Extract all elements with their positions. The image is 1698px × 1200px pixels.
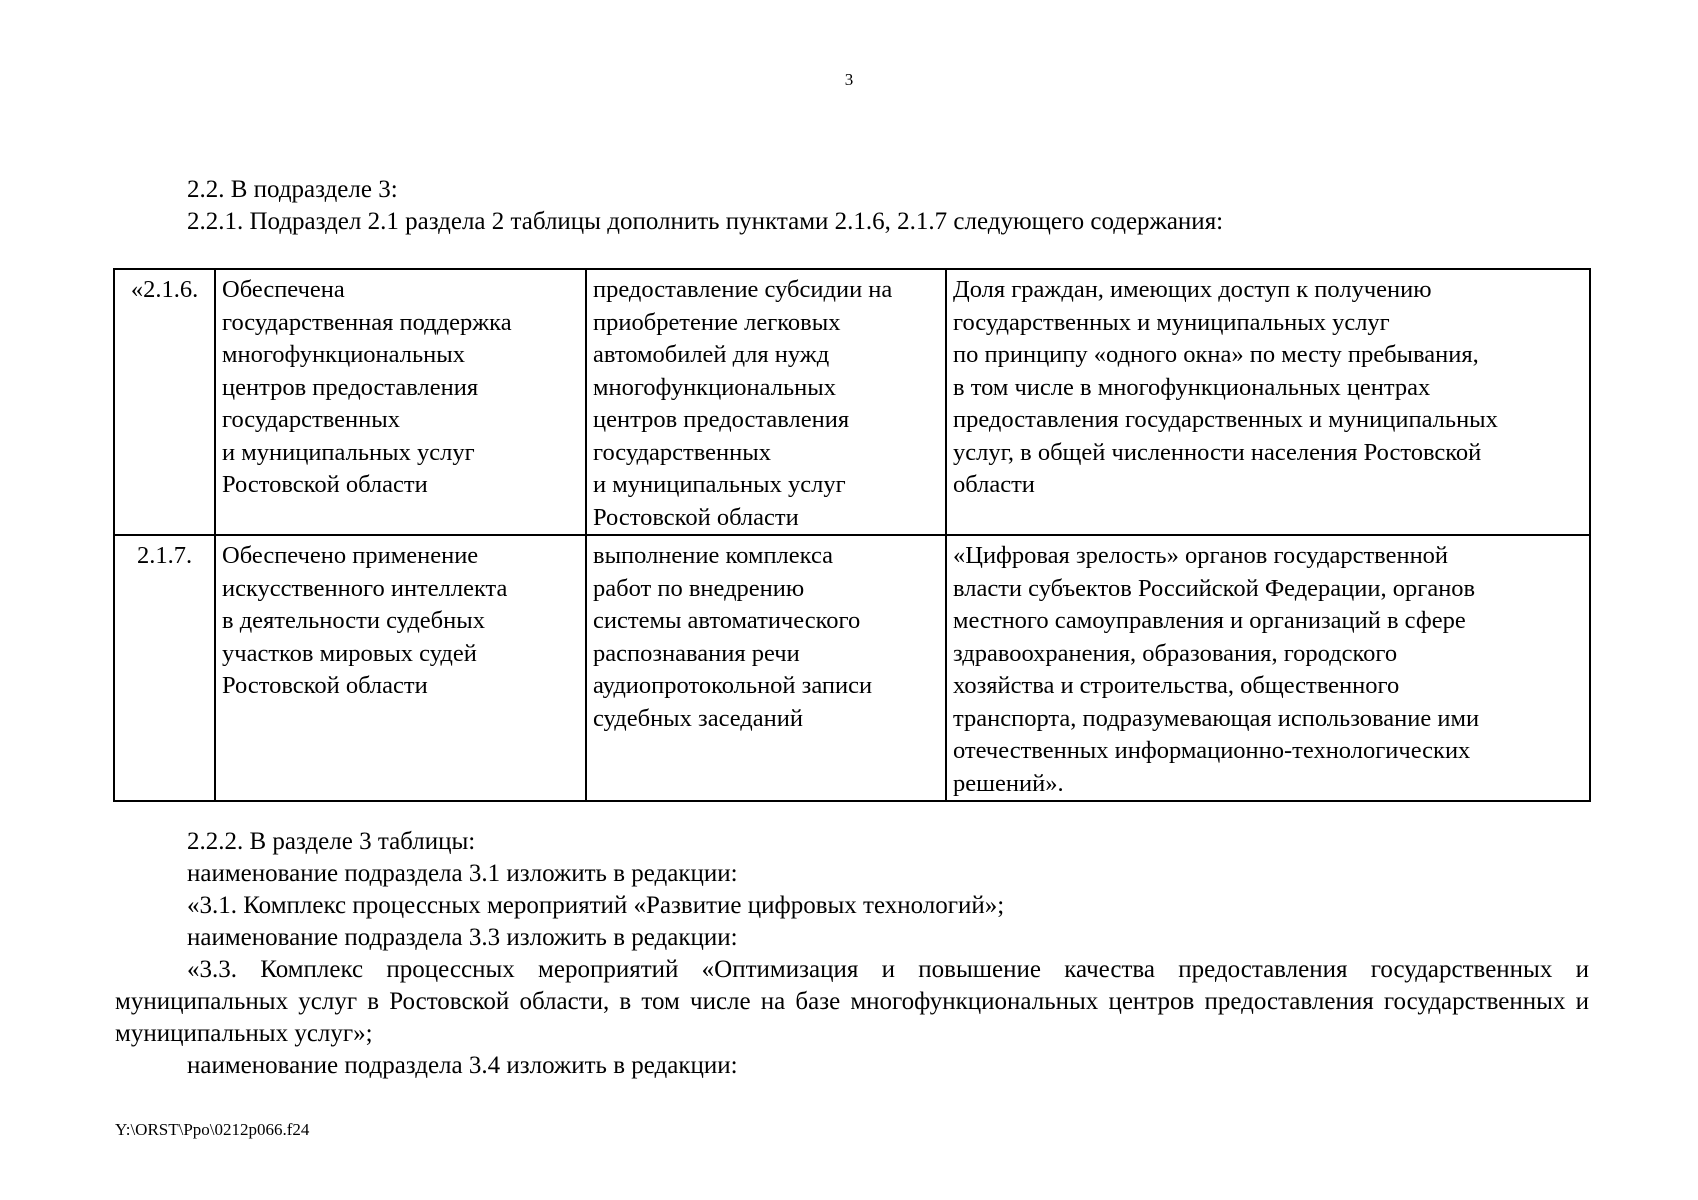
paragraph-subsection-3-1-title: «3.1. Комплекс процессных мероприятий «Развитие цифровых технологий»; [187, 892, 1005, 919]
paragraph-subsection-3-1-intro: наименование подраздела 3.1 изложить в редакции: [187, 860, 738, 887]
paragraph-subsection-3-3-title: «3.3. Комплекс процессных мероприятий «Оптимизация и повышение качества предоставления государственных и муниципальных услуг в Ростовской области, в том числе на базе многофункциональных центров предоставления государственных и муниципальных услуг»; [115, 956, 1589, 1047]
indicator-cell: Доля граждан, имеющих доступ к получению государственных и муниципальных услуг по принципу «одного окна» по месту пребывания, в том числе в многофункциональных центрах предоставления государственных и муниципальных услуг, в общей численности населения Ростовской области [946, 269, 1590, 535]
description-cell: выполнение комплекса работ по внедрению системы автоматического распознавания речи аудиопротокольной записи судебных заседаний [586, 535, 946, 801]
paragraph-2-2: 2.2. В подразделе 3: [187, 176, 398, 203]
table-row [114, 535, 1590, 801]
description-cell: предоставление субсидии на приобретение легковых автомобилей для нужд многофункциональных центров предоставления государственных и муниципальных услуг Ростовской области [586, 269, 946, 535]
amendment-table [113, 268, 1591, 802]
item-number: «2.1.6. [114, 269, 215, 535]
paragraph-subsection-3-3-intro: наименование подраздела 3.3 изложить в редакции: [187, 924, 738, 951]
paragraph-2-2-1: 2.2.1. Подраздел 2.1 раздела 2 таблицы дополнить пунктами 2.1.6, 2.1.7 следующего содержания: [187, 208, 1224, 235]
paragraph-2-2-2: 2.2.2. В разделе 3 таблицы: [187, 828, 476, 855]
task-cell: Обеспечена государственная поддержка многофункциональных центров предоставления государственных и муниципальных услуг Ростовской области [215, 269, 586, 535]
table-row [114, 269, 1590, 535]
indicator-cell: «Цифровая зрелость» органов государственной власти субъектов Российской Федерации, органов местного самоуправления и организаций в сфере здравоохранения, образования, городского хозяйства и строительства, общественного транспорта, подразумевающая использование ими отечественных информационно-технологических решений». [946, 535, 1590, 801]
item-number: 2.1.7. [114, 535, 215, 801]
page-number: 3 [844, 70, 854, 89]
file-path-footer: Y:\ORST\Ppo\0212p066.f24 [115, 1120, 310, 1139]
task-cell: Обеспечено применение искусственного интеллекта в деятельности судебных участков мировых судей Ростовской области [215, 535, 586, 801]
paragraph-subsection-3-4-intro: наименование подраздела 3.4 изложить в редакции: [187, 1052, 738, 1079]
